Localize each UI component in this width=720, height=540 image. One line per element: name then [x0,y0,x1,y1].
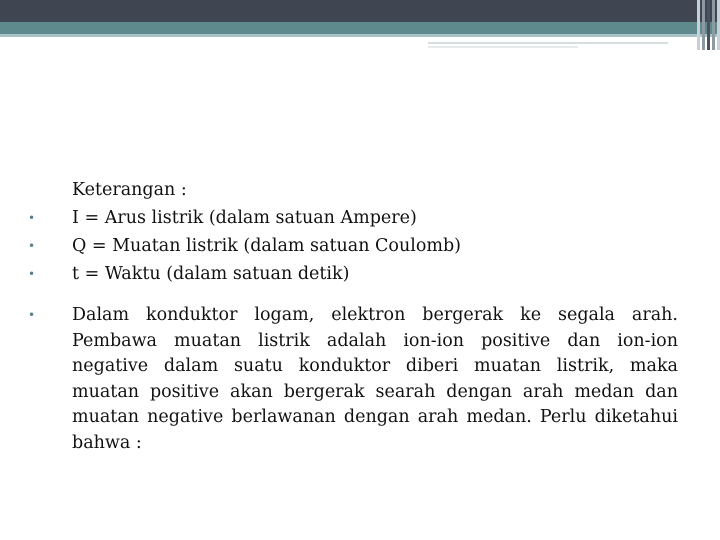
explanation-paragraph [28,303,678,456]
slide-body [28,176,678,456]
bullet-icon: • [28,308,36,322]
header-white-line [428,37,720,40]
paragraph-text: Dalam konduktor logam, elektron bergerak ke segala arah. Pembawa muatan listrik adalah ion-ion positive dan ion-ion negative dalam suatu konduktor diberi muatan listrik, maka muatan positive akan bergerak searah dengan arah medan dan muatan negative berlawanan dengan arah medan. Perlu diketahui bahwa : [72,305,678,453]
header-dark-bar [0,0,720,22]
bullet-icon: • [28,211,36,225]
list-item-text: Q = Muatan listrik (dalam satuan Coulomb) [72,236,461,256]
header-teal-bar [0,22,720,34]
header-underline-short [428,46,578,48]
keterangan-heading: Keterangan : [72,180,187,200]
bullet-icon: • [28,267,36,281]
list-item-text: t = Waktu (dalam satuan detik) [72,264,350,284]
list-item [28,260,678,288]
stripe [707,0,710,50]
list-item-text: I = Arus listrik (dalam satuan Ampere) [72,208,417,228]
list-item [28,204,678,232]
definition-list [28,204,678,288]
header-underline [428,42,668,44]
bullet-icon: • [28,239,36,253]
stripe [712,0,715,50]
header-stripes [690,0,720,50]
stripe [702,0,705,50]
stripe [697,0,700,50]
list-item [28,232,678,260]
